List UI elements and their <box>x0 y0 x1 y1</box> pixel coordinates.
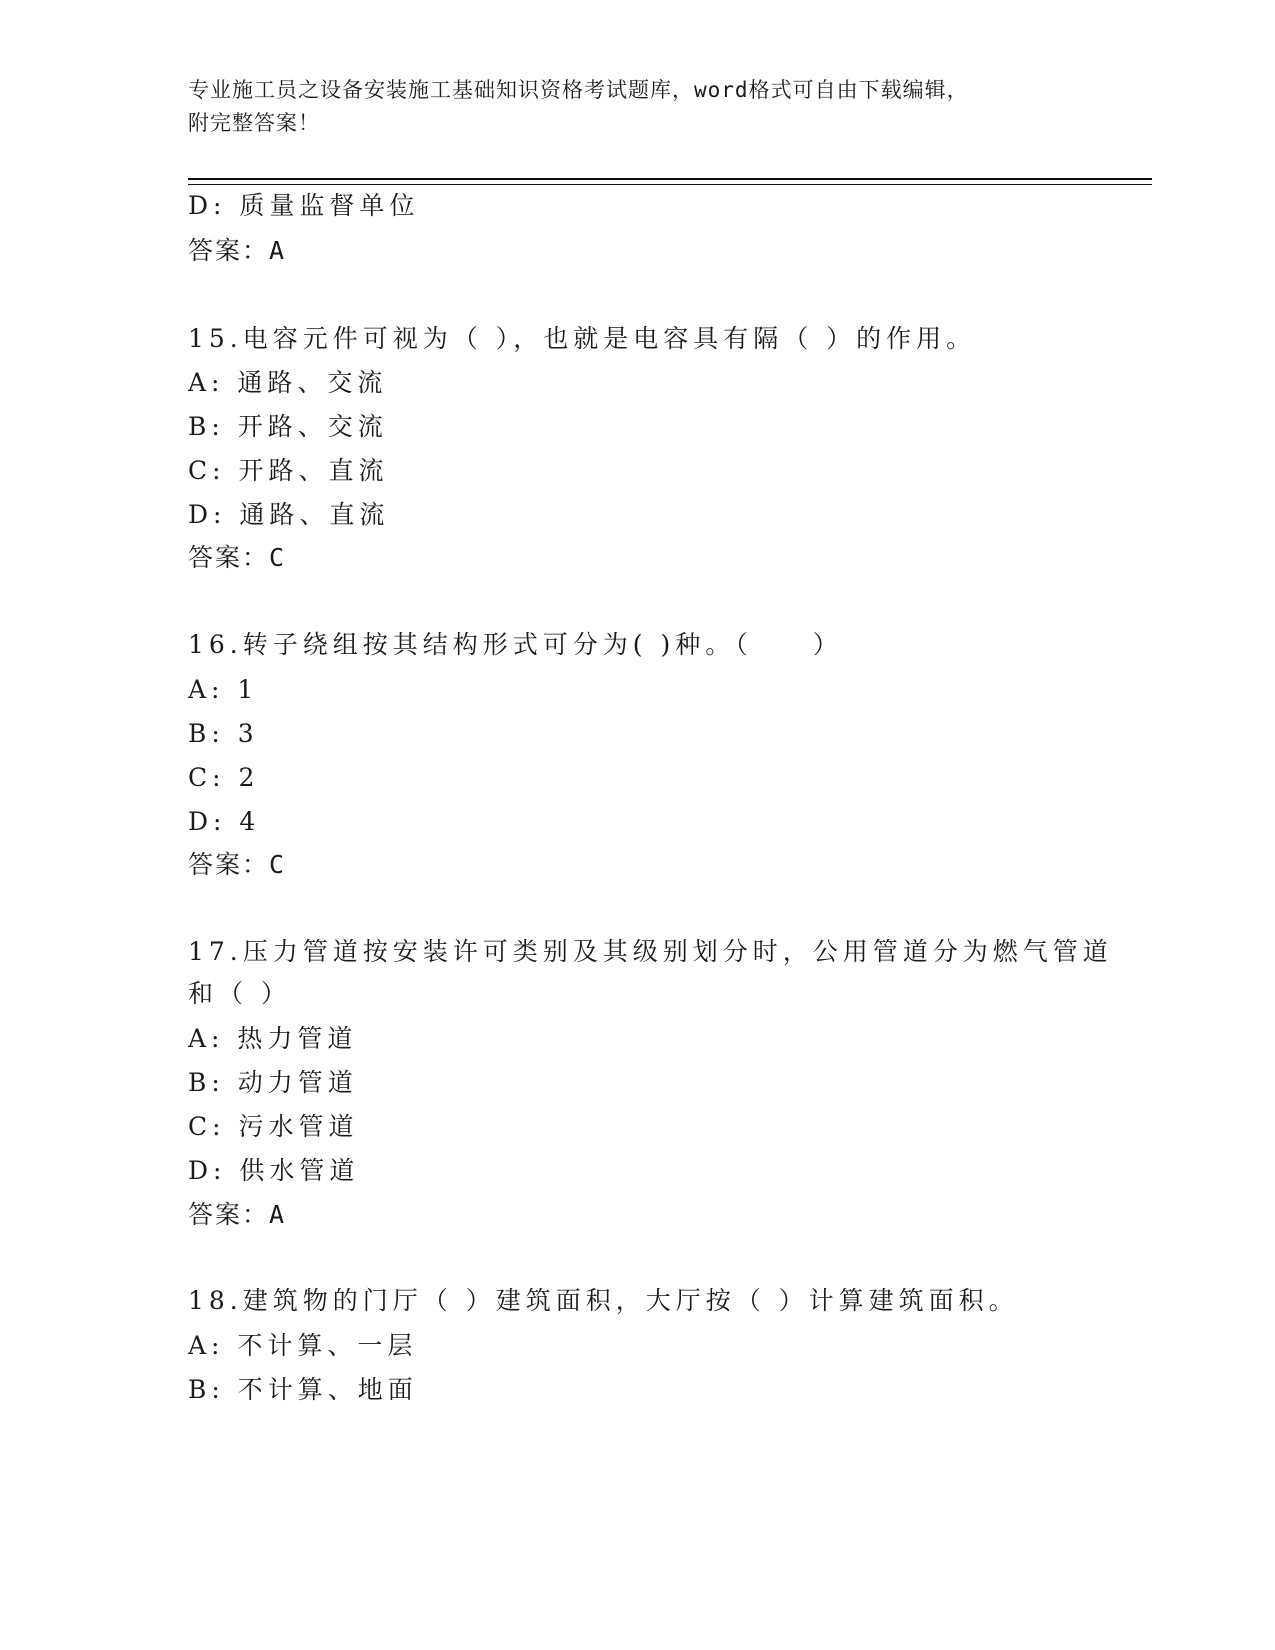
header-divider <box>188 178 1152 180</box>
question-17-option-c: C: 污水管道 <box>188 1112 359 1141</box>
answer-value: C <box>269 850 287 879</box>
question-16-option-a: A: 1 <box>188 675 259 704</box>
answer-value: A <box>269 1200 287 1229</box>
question-15-option-a: A: 通路、交流 <box>188 368 388 397</box>
question-18-option-b: B: 不计算、地面 <box>188 1375 418 1404</box>
question-17-stem-continued: 和（ ） <box>188 979 291 1008</box>
answer-value: C <box>269 543 287 572</box>
header-divider-thin <box>188 184 1152 185</box>
question-17-option-d: D: 供水管道 <box>188 1156 360 1185</box>
question-17-option-b: B: 动力管道 <box>188 1068 358 1097</box>
question-15-option-c: C: 开路、直流 <box>188 456 389 485</box>
document-header <box>188 74 1088 140</box>
question-18-stem: 18.建筑物的门厅（ ）建筑面积，大厅按（ ）计算建筑面积。 <box>188 1286 1019 1315</box>
prev-option-d: D: 质量监督单位 <box>188 191 420 220</box>
question-16-option-b: B: 3 <box>188 719 259 748</box>
answer-label: 答案： <box>188 543 270 572</box>
header-line-2: 附完整答案！ <box>188 111 320 135</box>
question-17-option-a: A: 热力管道 <box>188 1024 358 1053</box>
answer-label: 答案： <box>188 850 270 879</box>
question-15-option-b: B: 开路、交流 <box>188 412 388 441</box>
question-18-option-a: A: 不计算、一层 <box>188 1331 418 1360</box>
prev-answer <box>188 236 286 266</box>
question-15-answer <box>188 543 286 573</box>
question-16-option-c: C: 2 <box>188 763 260 792</box>
answer-label: 答案： <box>188 1200 270 1229</box>
answer-value: A <box>269 236 287 265</box>
question-16-stem: 16.转子绕组按其结构形式可分为( )种。（ ） <box>188 630 843 659</box>
header-line-1: 专业施工员之设备安装施工基础知识资格考试题库，word格式可自由下载编辑， <box>188 78 969 102</box>
question-15-option-d: D: 通路、直流 <box>188 500 390 529</box>
question-17-stem: 17.压力管道按安装许可类别及其级别划分时，公用管道分为燃气管道 <box>188 937 1113 966</box>
question-17-answer <box>188 1200 286 1230</box>
question-16-option-d: D: 4 <box>188 807 261 836</box>
answer-label: 答案： <box>188 236 270 265</box>
question-15-stem: 15.电容元件可视为（ ），也就是电容具有隔（ ）的作用。 <box>188 324 977 353</box>
question-16-answer <box>188 850 286 880</box>
